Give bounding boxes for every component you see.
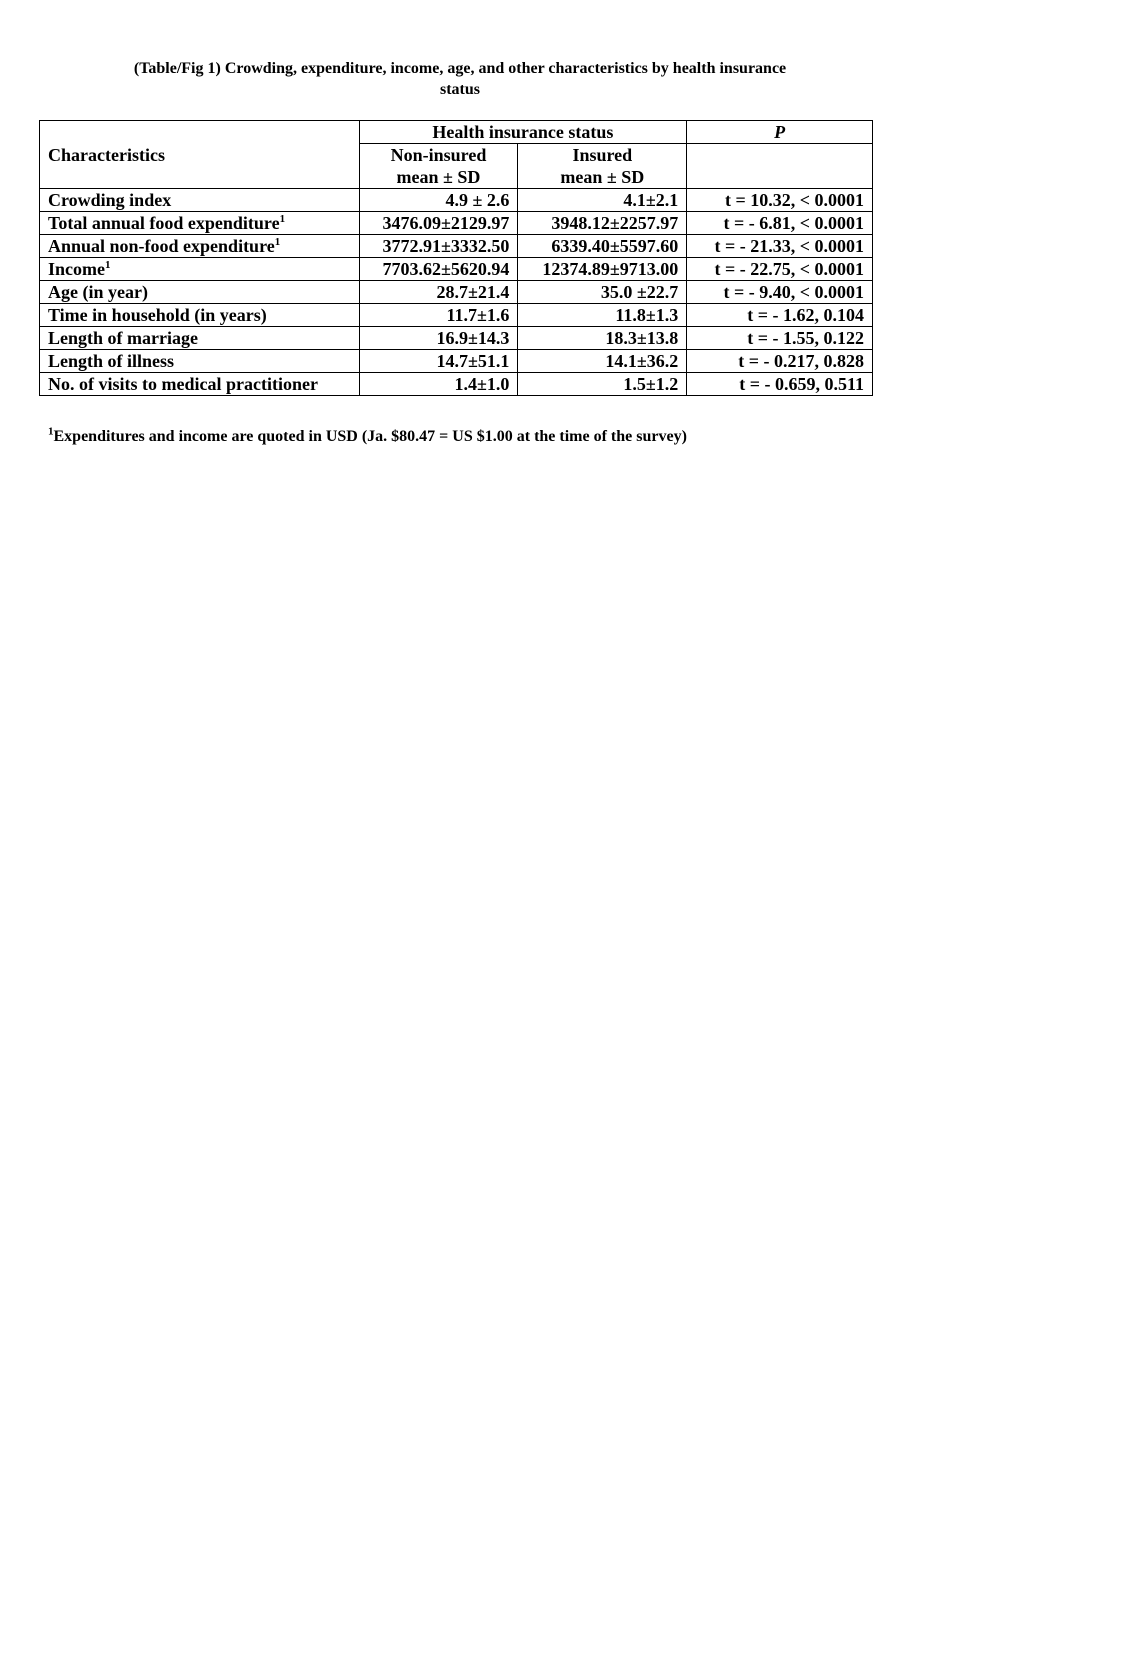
row-label-cell <box>40 373 360 396</box>
non-insured-value: 3772.91±3332.50 <box>359 235 518 258</box>
footnote-ref: 1 <box>105 259 111 271</box>
row-label: Income <box>48 259 105 279</box>
header-insured <box>518 144 687 189</box>
table-row <box>40 350 873 373</box>
row-label: Total annual food expenditure <box>48 213 280 233</box>
characteristics-table <box>39 120 873 396</box>
insured-value: 6339.40±5597.60 <box>518 235 687 258</box>
insured-value: 35.0 ±22.7 <box>518 281 687 304</box>
table-row <box>40 235 873 258</box>
row-label: Crowding index <box>48 190 172 210</box>
insured-value: 1.5±1.2 <box>518 373 687 396</box>
row-label: Length of illness <box>48 351 175 371</box>
table-row <box>40 373 873 396</box>
row-label: Length of marriage <box>48 328 198 348</box>
caption-line-2: status <box>439 81 480 98</box>
non-insured-value: 16.9±14.3 <box>359 327 518 350</box>
table-row <box>40 258 873 281</box>
p-value: t = - 0.217, 0.828 <box>687 350 873 373</box>
non-insured-value: 1.4±1.0 <box>359 373 518 396</box>
non-insured-value: 11.7±1.6 <box>359 304 518 327</box>
header-non-insured <box>359 144 518 189</box>
row-label-cell <box>40 350 360 373</box>
table-row <box>40 281 873 304</box>
insured-value: 11.8±1.3 <box>518 304 687 327</box>
p-value: t = - 21.33, < 0.0001 <box>687 235 873 258</box>
non-insured-value: 14.7±51.1 <box>359 350 518 373</box>
p-value: t = - 9.40, < 0.0001 <box>687 281 873 304</box>
p-value: t = - 1.55, 0.122 <box>687 327 873 350</box>
table-row <box>40 189 873 212</box>
header-insurance-status: Health insurance status <box>359 121 687 144</box>
footnote-ref: 1 <box>274 236 281 248</box>
row-label: Age (in year) <box>48 282 148 302</box>
header-row-1 <box>40 121 873 144</box>
non-insured-value: 3476.09±2129.97 <box>359 212 518 235</box>
header-non-insured-label: Non-insured <box>390 145 487 165</box>
row-label-cell <box>40 189 360 212</box>
p-value: t = - 0.659, 0.511 <box>687 373 873 396</box>
header-characteristics: Characteristics <box>40 121 360 189</box>
non-insured-value: 28.7±21.4 <box>359 281 518 304</box>
row-label-cell <box>40 281 360 304</box>
row-label: Time in household (in years) <box>48 305 267 325</box>
p-value: t = - 6.81, < 0.0001 <box>687 212 873 235</box>
table-row <box>40 304 873 327</box>
insured-value: 18.3±13.8 <box>518 327 687 350</box>
table-row <box>40 212 873 235</box>
footnote-ref: 1 <box>279 213 286 225</box>
table-footnote <box>48 427 687 447</box>
table-caption <box>40 58 880 100</box>
p-value: t = - 22.75, < 0.0001 <box>687 258 873 281</box>
header-insured-label: Insured <box>572 145 633 165</box>
p-value: t = 10.32, < 0.0001 <box>687 189 873 212</box>
row-label-cell <box>40 235 360 258</box>
row-label-cell <box>40 304 360 327</box>
row-label-cell <box>40 212 360 235</box>
caption-line-1: (Table/Fig 1) Crowding, expenditure, income, age, and other characteristics by health insurance <box>133 60 787 77</box>
insured-value: 3948.12±2257.97 <box>518 212 687 235</box>
row-label: No. of visits to medical practitioner <box>48 374 318 394</box>
insured-value: 12374.89±9713.00 <box>518 258 687 281</box>
row-label-cell <box>40 258 360 281</box>
header-non-insured-sub: mean ± SD <box>396 167 481 187</box>
table-row <box>40 327 873 350</box>
row-label: Annual non-food expenditure <box>48 236 275 256</box>
footnote-text: Expenditures and income are quoted in USD (Ja. $80.47 = US $1.00 at the time of the survey) <box>53 428 687 445</box>
insured-value: 14.1±36.2 <box>518 350 687 373</box>
footnote-marker: 1 <box>48 425 54 438</box>
non-insured-value: 7703.62±5620.94 <box>359 258 518 281</box>
p-value: t = - 1.62, 0.104 <box>687 304 873 327</box>
insured-value: 4.1±2.1 <box>518 189 687 212</box>
row-label-cell <box>40 327 360 350</box>
header-p-value: P <box>687 121 873 144</box>
non-insured-value: 4.9 ± 2.6 <box>359 189 518 212</box>
header-p-empty <box>687 144 873 189</box>
header-insured-sub: mean ± SD <box>560 167 645 187</box>
